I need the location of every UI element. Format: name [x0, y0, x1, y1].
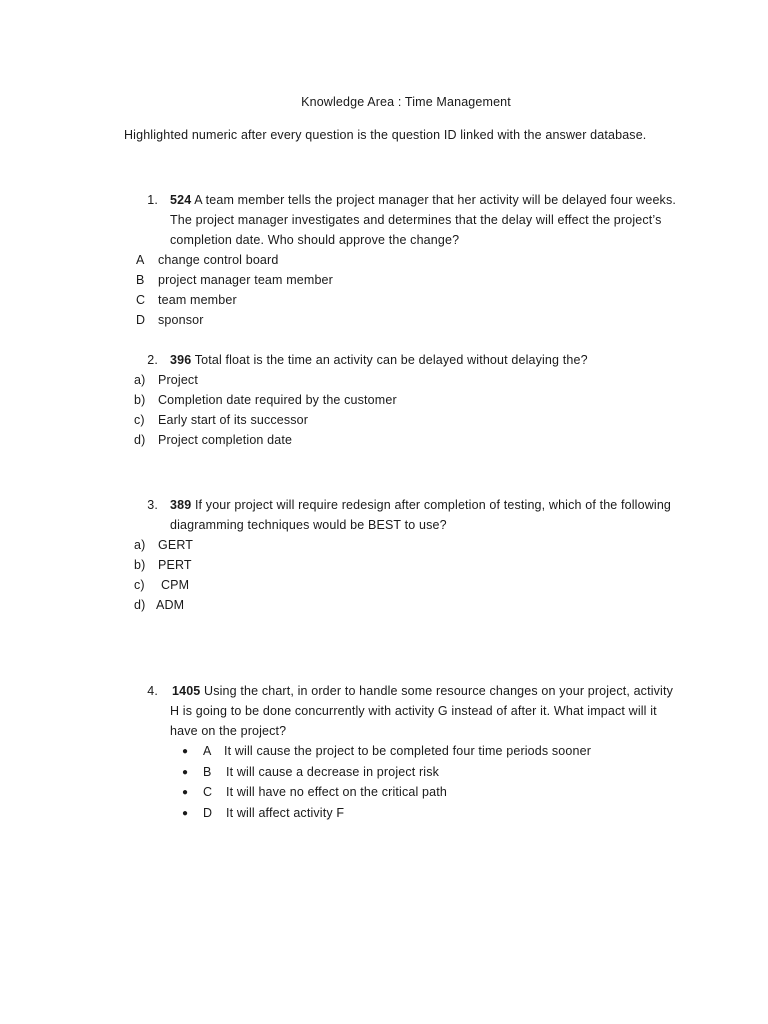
option-text: sponsor — [158, 313, 204, 327]
option-text: CPM — [161, 578, 190, 592]
question-text-line: H is going to be done concurrently with activity G instead of after it. What impact will it — [170, 704, 657, 718]
question-number: 1. — [147, 193, 158, 207]
bullet-icon: ● — [182, 808, 189, 819]
question-number: 4. — [147, 684, 158, 698]
question-text-line: 524 A team member tells the project manager that her activity will be delayed four weeks. — [170, 193, 676, 207]
question-id: 524 — [170, 193, 192, 207]
question-id-note: Highlighted numeric after every question is the question ID linked with the answer database. — [124, 128, 647, 142]
question-id: 1405 — [172, 684, 201, 698]
option-text: PERT — [158, 558, 192, 572]
option-text: Project — [158, 373, 198, 387]
option-text: It will have no effect on the critical path — [226, 785, 447, 799]
option-letter: C — [136, 293, 146, 307]
option-letter: D — [203, 806, 213, 820]
option-text: It will cause a decrease in project risk — [226, 765, 440, 779]
question-text-line: 396 Total float is the time an activity can be delayed without delaying the? — [170, 353, 588, 367]
option-text: change control board — [158, 253, 279, 267]
option-text: It will affect activity F — [226, 806, 345, 820]
option-letter: d) — [134, 598, 146, 612]
option-letter: D — [136, 313, 146, 327]
question-text-line: have on the project? — [170, 724, 287, 738]
option-text: project manager team member — [158, 273, 333, 287]
question-text-line: 389 If your project will require redesign after completion of testing, which of the following — [170, 498, 672, 512]
question-text-line: 1405 Using the chart, in order to handle some resource changes on your project, activity — [172, 684, 673, 698]
option-letter: d) — [134, 433, 146, 447]
option-text: team member — [158, 293, 237, 307]
option-letter: a) — [134, 538, 146, 552]
option-letter: C — [203, 785, 213, 799]
option-text: Early start of its successor — [158, 413, 309, 427]
option-letter: B — [203, 765, 212, 779]
bullet-icon: ● — [182, 767, 189, 778]
option-text: GERT — [158, 538, 194, 552]
option-letter: A — [203, 744, 212, 758]
question-text-line: completion date. Who should approve the change? — [170, 233, 460, 247]
question-id: 389 — [170, 498, 192, 512]
option-letter: b) — [134, 393, 146, 407]
question-text-line: diagramming techniques would be BEST to use? — [170, 518, 447, 532]
page-title: Knowledge Area : Time Management — [301, 95, 511, 109]
bullet-icon: ● — [182, 746, 189, 757]
question-id: 396 — [170, 353, 192, 367]
option-letter: c) — [134, 413, 145, 427]
option-letter: a) — [134, 373, 146, 387]
option-letter: B — [136, 273, 145, 287]
bullet-icon: ● — [182, 787, 189, 798]
option-letter: c) — [134, 578, 145, 592]
question-number: 3. — [147, 498, 158, 512]
option-text: Completion date required by the customer — [158, 393, 397, 407]
question-number: 2. — [147, 353, 158, 367]
option-letter: b) — [134, 558, 146, 572]
question-text-line: The project manager investigates and determines that the delay will effect the project’s — [170, 213, 662, 227]
option-text: Project completion date — [158, 433, 293, 447]
option-text: ADM — [156, 598, 185, 612]
option-text: It will cause the project to be completed four time periods sooner — [224, 744, 592, 758]
option-letter: A — [136, 253, 145, 267]
